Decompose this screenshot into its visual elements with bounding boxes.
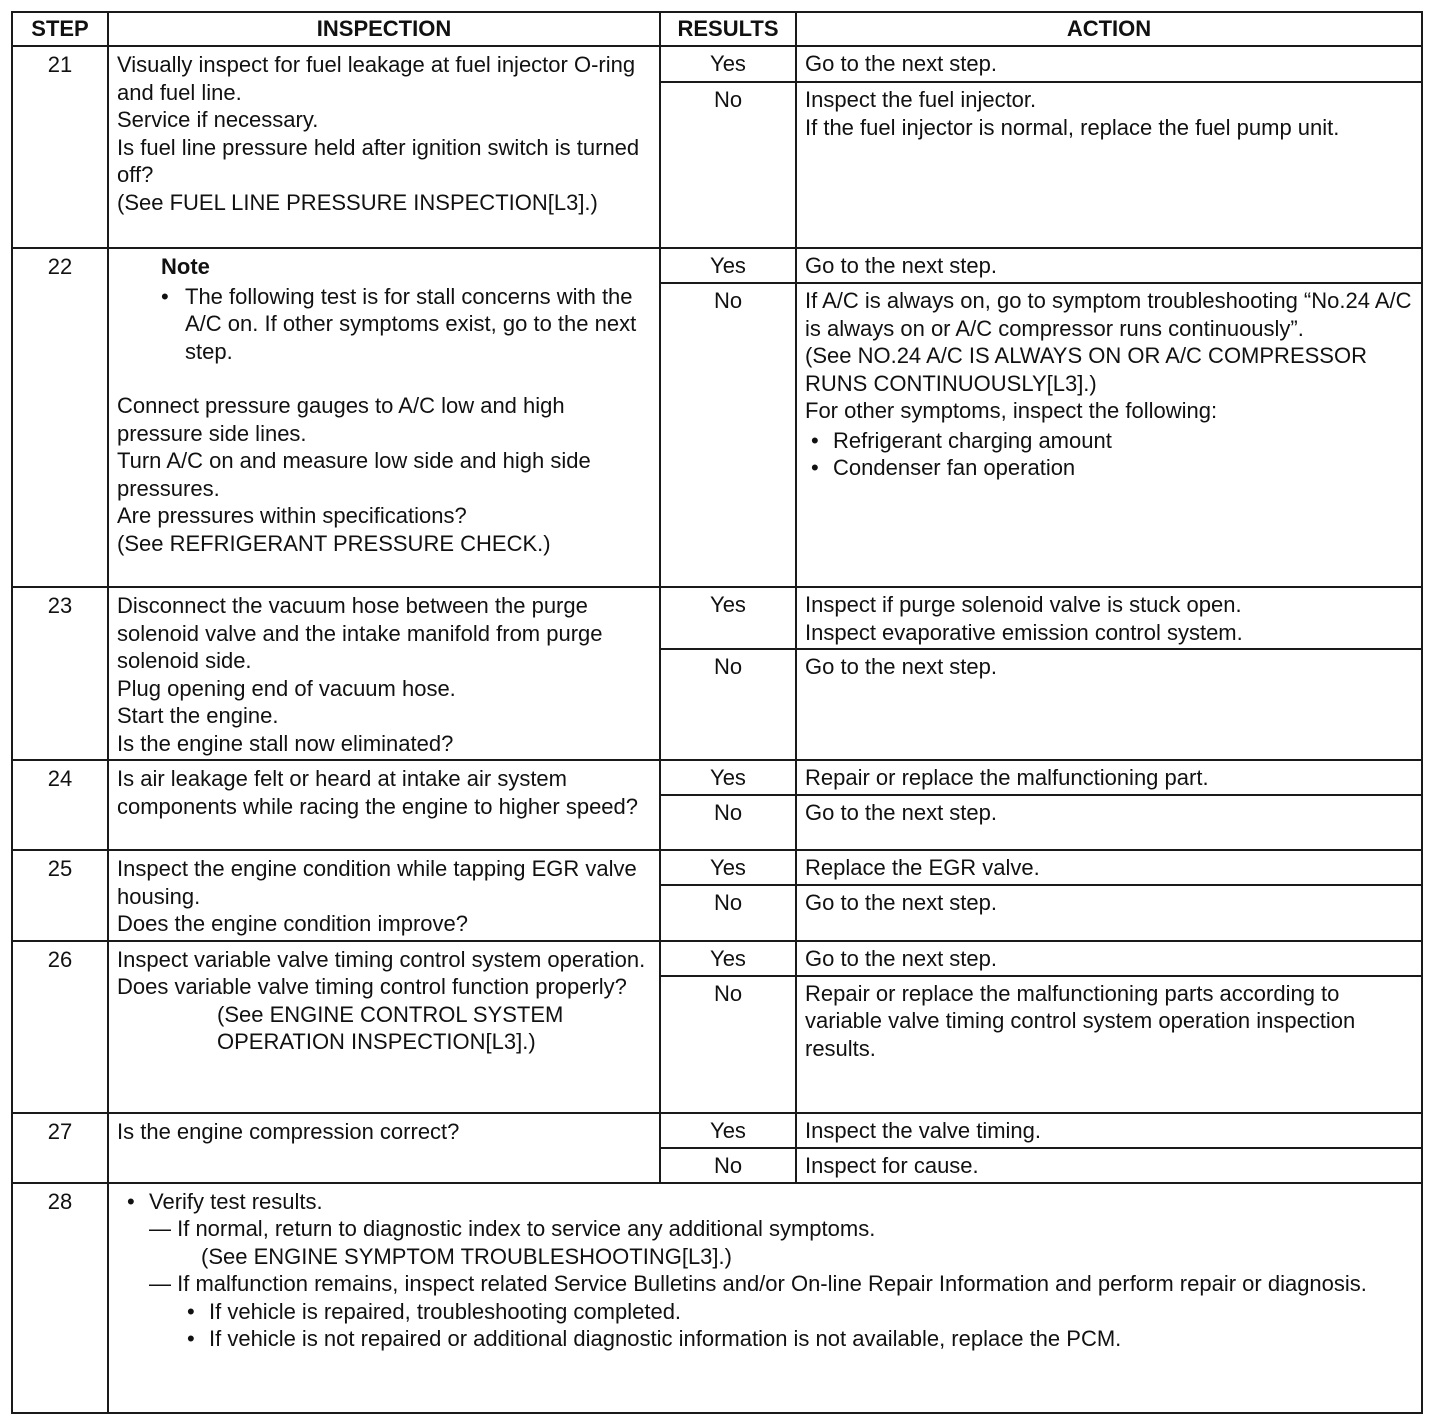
action-text: Inspect evaporative emission control system. [805,619,1243,645]
action-text: If the fuel injector is normal, replace the fuel pump unit. [805,114,1340,140]
inspection-cell [108,248,660,587]
inspection-cell [108,850,660,941]
inspection-text: Does the engine condition improve? [117,911,469,936]
header-action: ACTION [796,12,1422,46]
action-text: Go to the next step. [805,800,998,825]
action-text: Inspect the fuel injector. [805,87,1037,112]
table-row [12,850,1422,885]
list-item: • If vehicle is repaired, troubleshooting completed. [181,1298,1415,1326]
verify-list [121,1188,1415,1216]
action-cell [796,850,1422,885]
step-number: 28 [12,1183,108,1413]
inspection-text: Turn A/C on and measure low side and high side pressures. [117,448,591,501]
action-cell [796,82,1422,248]
action-cell [796,941,1422,976]
list-item: • Condenser fan operation [805,454,1417,482]
table-row [12,1183,1422,1413]
inspection-text: Plug opening end of vacuum hose. [117,675,456,701]
action-cell [796,248,1422,283]
result-yes: Yes [660,850,796,885]
inspection-text: Disconnect the vacuum hose between the purge solenoid valve and the intake manifold from purge solenoid side. [117,593,603,673]
action-text: Inspect for cause. [805,1152,979,1178]
note-title: Note [161,254,210,279]
sub-list [181,1298,1415,1353]
inspect-list [805,427,1417,482]
step-number: 25 [12,850,108,941]
inspection-cell [108,1113,660,1183]
result-yes: Yes [660,760,796,795]
result-no: No [660,795,796,850]
table-row [12,248,1422,283]
inspection-text: Inspect the engine condition while tapping EGR valve housing. [117,856,637,909]
action-cell [796,46,1422,82]
result-no: No [660,885,796,940]
action-text: Go to the next step. [805,51,998,76]
step-number: 26 [12,941,108,1113]
list-item: • Verify test results. [121,1188,1415,1216]
table-row [12,1113,1422,1148]
list-item: • Refrigerant charging amount [805,427,1417,455]
inspection-text: Is the engine stall now eliminated? [117,730,454,756]
table-row [12,587,1422,649]
table-row [12,46,1422,82]
inspection-reference: (See FUEL LINE PRESSURE INSPECTION[L3].) [117,189,598,215]
action-cell [796,795,1422,850]
dash-item: — If malfunction remains, inspect related Service Bulletins and/or On-line Repair Information and perform repair or diagnosis. [149,1271,1367,1296]
action-cell [796,587,1422,649]
action-text: Go to the next step. [805,890,998,916]
inspection-text: Is air leakage felt or heard at intake air system components while racing the engine to higher speed? [117,766,639,819]
inspection-text: Service if necessary. [117,107,319,132]
step-number: 21 [12,46,108,248]
action-cell [796,760,1422,795]
result-no: No [660,1148,796,1183]
note-bullet: • The following test is for stall concerns with the A/C on. If other symptoms exist, go to the next step. [155,283,653,366]
result-no: No [660,82,796,248]
action-text: Repair or replace the malfunctioning parts according to variable valve timing control system operation inspection results. [805,980,1356,1061]
result-yes: Yes [660,1113,796,1148]
inspection-text: Inspect variable valve timing control system operation. [117,946,646,972]
action-cell [796,885,1422,940]
inspection-text: Is the engine compression correct? [117,1118,460,1144]
inspection-text: Are pressures within specifications? [117,503,467,528]
inspection-text: Is fuel line pressure held after ignition switch is turned off? [117,134,640,187]
inspection-cell [108,941,660,1113]
action-text: Go to the next step. [805,945,998,971]
result-yes: Yes [660,248,796,283]
inspection-reference: (See ENGINE SYMPTOM TROUBLESHOOTING[L3].) [201,1243,732,1269]
result-no: No [660,283,796,587]
result-yes: Yes [660,587,796,649]
inspection-text: Does variable valve timing control function properly? [117,974,627,999]
action-cell [796,283,1422,587]
step-number: 24 [12,760,108,850]
header-results: RESULTS [660,12,796,46]
inspection-text: Connect pressure gauges to A/C low and high pressure side lines. [117,393,565,446]
inspection-text: Visually inspect for fuel leakage at fuel injector O-ring and fuel line. [117,52,636,105]
note-list [155,283,653,366]
result-no: No [660,976,796,1113]
table-row [12,941,1422,976]
step-number: 27 [12,1113,108,1183]
action-reference: (See NO.24 A/C IS ALWAYS ON OR A/C COMPRESSOR RUNS CONTINUOUSLY[L3].) [805,343,1367,396]
action-text: Go to the next step. [805,253,998,278]
inspection-reference: (See ENGINE CONTROL SYSTEM OPERATION INSPECTION[L3].) [217,1001,564,1054]
final-step-cell [108,1183,1422,1413]
inspection-cell [108,760,660,850]
header-step: STEP [12,12,108,46]
step-number: 23 [12,587,108,760]
step-number: 22 [12,248,108,587]
inspection-text: Start the engine. [117,703,279,728]
action-text: Inspect the valve timing. [805,1117,1042,1143]
diagnostic-table [11,11,1423,1414]
header-inspection: INSPECTION [108,12,660,46]
action-text: Repair or replace the malfunctioning part. [805,765,1209,790]
action-text: Inspect if purge solenoid valve is stuck open. [805,592,1242,617]
action-text: Go to the next step. [805,654,998,680]
result-yes: Yes [660,941,796,976]
inspection-reference: (See REFRIGERANT PRESSURE CHECK.) [117,530,551,556]
result-yes: Yes [660,46,796,82]
dash-item: — If normal, return to diagnostic index to service any additional symptoms. [149,1216,876,1241]
result-no: No [660,649,796,760]
list-item: • If vehicle is not repaired or additional diagnostic information is not available, replace the PCM. [181,1325,1415,1353]
action-cell [796,1113,1422,1148]
inspection-cell [108,587,660,760]
inspection-cell [108,46,660,248]
action-text: If A/C is always on, go to symptom troubleshooting “No.24 A/C is always on or A/C compressor runs continuously”. [805,288,1412,341]
action-text: Replace the EGR valve. [805,855,1040,880]
header-row [12,12,1422,46]
action-cell [796,649,1422,760]
action-cell [796,976,1422,1113]
action-text: For other symptoms, inspect the following: [805,398,1218,423]
table-row [12,760,1422,795]
action-cell [796,1148,1422,1183]
